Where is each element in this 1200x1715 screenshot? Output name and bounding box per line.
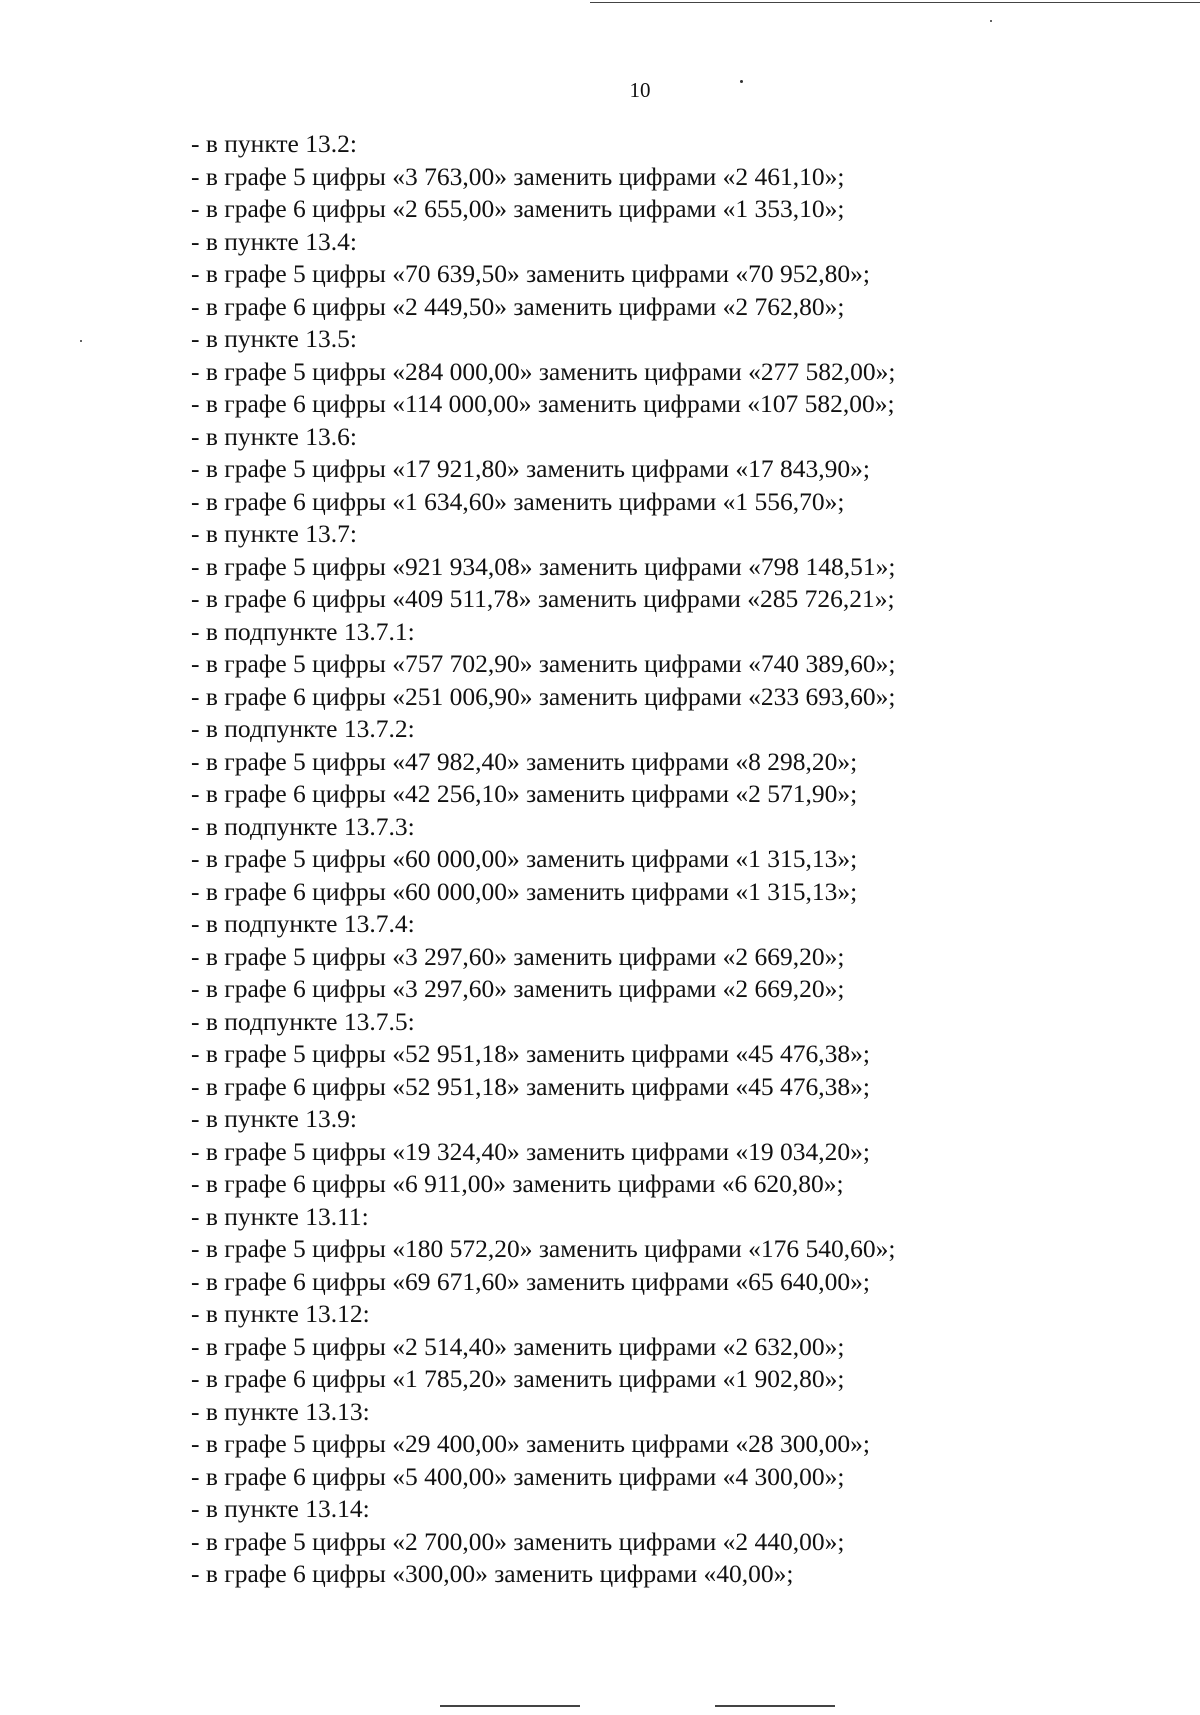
amendment-line: - в графе 5 цифры «17 921,80» заменить цифрами «17 843,90»; <box>191 454 871 483</box>
amendment-line: - в пункте 13.12: <box>191 1299 370 1328</box>
amendment-line: - в графе 5 цифры «29 400,00» заменить цифрами «28 300,00»; <box>191 1429 871 1458</box>
amendment-line: - в пункте 13.2: <box>191 129 357 158</box>
amendment-line: - в графе 5 цифры «47 982,40» заменить цифрами «8 298,20»; <box>191 746 858 776</box>
amendment-line: - в графе 5 цифры «757 702,90» заменить цифрами «740 389,60»; <box>191 649 896 678</box>
amendment-line: - в графе 5 цифры «70 639,50» заменить цифрами «70 952,80»; <box>191 259 871 288</box>
amendment-line: - в графе 6 цифры «2 449,50» заменить цифрами «2 762,80»; <box>191 291 845 321</box>
amendment-line: - в графе 6 цифры «1 634,60» заменить цифрами «1 556,70»; <box>191 486 845 516</box>
amendment-line: - в графе 5 цифры «3 763,00» заменить цифрами «2 461,10»; <box>191 161 845 191</box>
scan-artifact-top-line <box>590 2 1200 3</box>
amendment-line: - в пункте 13.4: <box>191 226 357 256</box>
amendment-line: - в пункте 13.9: <box>191 1104 357 1133</box>
amendment-line: - в графе 6 цифры «114 000,00» заменить цифрами «107 582,00»; <box>191 389 895 418</box>
amendment-line: - в подпункте 13.7.1: <box>191 616 415 646</box>
amendment-line: - в подпункте 13.7.4: <box>191 909 415 938</box>
amendment-line: - в графе 5 цифры «921 934,08» заменить цифрами «798 148,51»; <box>191 551 896 581</box>
amendment-line: - в пункте 13.14: <box>191 1494 370 1523</box>
amendment-line: - в графе 6 цифры «300,00» заменить цифрами «40,00»; <box>191 1559 794 1588</box>
amendment-line: - в графе 5 цифры «52 951,18» заменить цифрами «45 476,38»; <box>191 1039 871 1068</box>
amendment-line: - в графе 6 цифры «60 000,00» заменить цифрами «1 315,13»; <box>191 876 858 906</box>
amendment-line: - в графе 5 цифры «180 572,20» заменить цифрами «176 540,60»; <box>191 1234 896 1263</box>
amendment-line: - в графе 5 цифры «284 000,00» заменить цифрами «277 582,00»; <box>191 356 896 386</box>
amendment-line: - в графе 6 цифры «6 911,00» заменить цифрами «6 620,80»; <box>191 1169 844 1198</box>
amendment-line: - в пункте 13.6: <box>191 421 357 451</box>
amendment-line: - в графе 6 цифры «2 655,00» заменить цифрами «1 353,10»; <box>191 194 845 223</box>
scan-speck <box>990 20 992 22</box>
scan-artifact-bottom-line-right <box>715 1705 835 1707</box>
amendment-line: - в графе 6 цифры «69 671,60» заменить цифрами «65 640,00»; <box>191 1266 871 1296</box>
amendment-line: - в графе 6 цифры «251 006,90» заменить цифрами «233 693,60»; <box>191 681 896 711</box>
amendment-line: - в графе 5 цифры «60 000,00» заменить цифрами «1 315,13»; <box>191 844 858 873</box>
page-number: 10 <box>629 78 651 102</box>
amendment-line: - в графе 5 цифры «2 514,40» заменить цифрами «2 632,00»; <box>191 1331 845 1361</box>
amendment-line: - в графе 6 цифры «52 951,18» заменить цифрами «45 476,38»; <box>191 1071 871 1101</box>
amendment-line: - в пункте 13.11: <box>191 1201 369 1231</box>
amendment-line: - в подпункте 13.7.2: <box>191 714 415 743</box>
amendment-line: - в графе 5 цифры «3 297,60» заменить цифрами «2 669,20»; <box>191 941 845 971</box>
amendment-line: - в графе 6 цифры «42 256,10» заменить цифрами «2 571,90»; <box>191 779 858 808</box>
amendment-line: - в пункте 13.5: <box>191 324 357 353</box>
scan-speck <box>80 340 82 342</box>
amendment-line: - в графе 5 цифры «19 324,40» заменить цифрами «19 034,20»; <box>191 1136 871 1166</box>
amendment-line: - в подпункте 13.7.5: <box>191 1006 415 1036</box>
amendment-line: - в пункте 13.13: <box>191 1396 370 1426</box>
amendment-line: - в графе 5 цифры «2 700,00» заменить цифрами «2 440,00»; <box>191 1526 845 1556</box>
amendment-list <box>191 128 1191 1591</box>
amendment-line: - в пункте 13.7: <box>191 519 357 548</box>
scan-artifact-bottom-line-left <box>440 1705 580 1707</box>
amendment-line: - в графе 6 цифры «5 400,00» заменить цифрами «4 300,00»; <box>191 1461 845 1491</box>
amendment-line: - в графе 6 цифры «1 785,20» заменить цифрами «1 902,80»; <box>191 1364 845 1393</box>
amendment-line: - в графе 6 цифры «409 511,78» заменить цифрами «285 726,21»; <box>191 584 895 613</box>
amendment-line: - в подпункте 13.7.3: <box>191 811 415 841</box>
amendment-line: - в графе 6 цифры «3 297,60» заменить цифрами «2 669,20»; <box>191 974 845 1003</box>
